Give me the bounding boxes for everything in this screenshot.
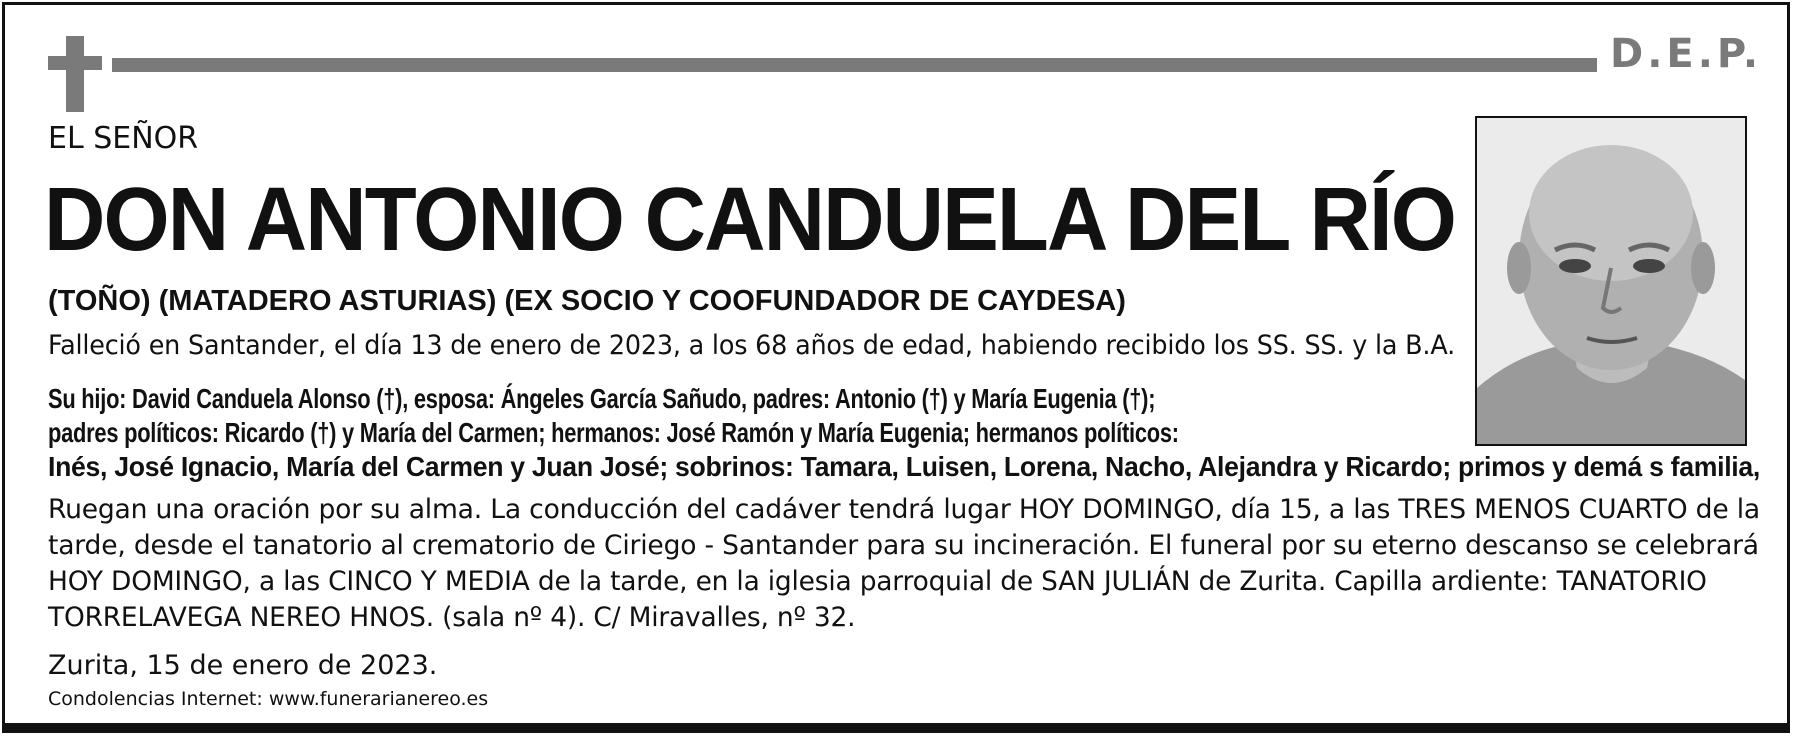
- portrait-photo: [1475, 116, 1747, 446]
- cross-icon: [48, 36, 102, 112]
- deceased-subtitle: (TOÑO) (MATADERO ASTURIAS) (EX SOCIO Y COOFUNDADOR DE CAYDESA): [48, 285, 1126, 317]
- place-date: Zurita, 15 de enero de 2023.: [48, 650, 438, 681]
- family-line: padres políticos: Ricardo (†) y María del Carmen; hermanos: José Ramón y María Eugenia; hermanos políticos:: [48, 417, 1179, 448]
- deceased-name: DON ANTONIO CANDUELA DEL RÍO: [44, 170, 1455, 270]
- header-rule: [112, 58, 1597, 72]
- family-line: Su hijo: David Canduela Alonso (†), esposa: Ángeles García Sañudo, padres: Antonio (†) y María Eugenia (†);: [48, 383, 1156, 414]
- family-line: Inés, José Ignacio, María del Carmen y Juan José; sobrinos: Tamara, Luisen, Lorena, Nacho, Alejandra y Ricardo; primos y demá s familia,: [48, 451, 1760, 482]
- funeral-details: [48, 492, 1796, 636]
- body-line: TORRELAVEGA NEREO HNOS. (sala nº 4). C/ Miravalles, nº 32.: [48, 602, 856, 633]
- body-line: tarde, desde el tanatorio al crematorio de Ciriego - Santander para su incineración. El funeral por su eterno descanso se celebrará: [48, 530, 1759, 561]
- portrait-image: [1477, 118, 1745, 444]
- death-notice: Falleció en Santander, el día 13 de enero de 2023, a los 68 años de edad, habiendo recibido los SS. SS. y la B.A.: [48, 330, 1455, 361]
- body-line: Ruegan una oración por su alma. La conducción del cadáver tendrá lugar HOY DOMINGO, día 15, a las TRES MENOS CUARTO de la: [48, 494, 1760, 525]
- title-prefix: EL SEÑOR: [48, 121, 199, 156]
- dep-label: D.E.P.: [1610, 31, 1763, 77]
- condolences-line: Condolencias Internet: www.funerarianereo.es: [48, 688, 489, 710]
- body-line: HOY DOMINGO, a las CINCO Y MEDIA de la tarde, en la iglesia parroquial de SAN JULIÁN de Zurita. Capilla ardiente: TANATORIO: [48, 566, 1707, 597]
- bottom-border: [2, 723, 1790, 733]
